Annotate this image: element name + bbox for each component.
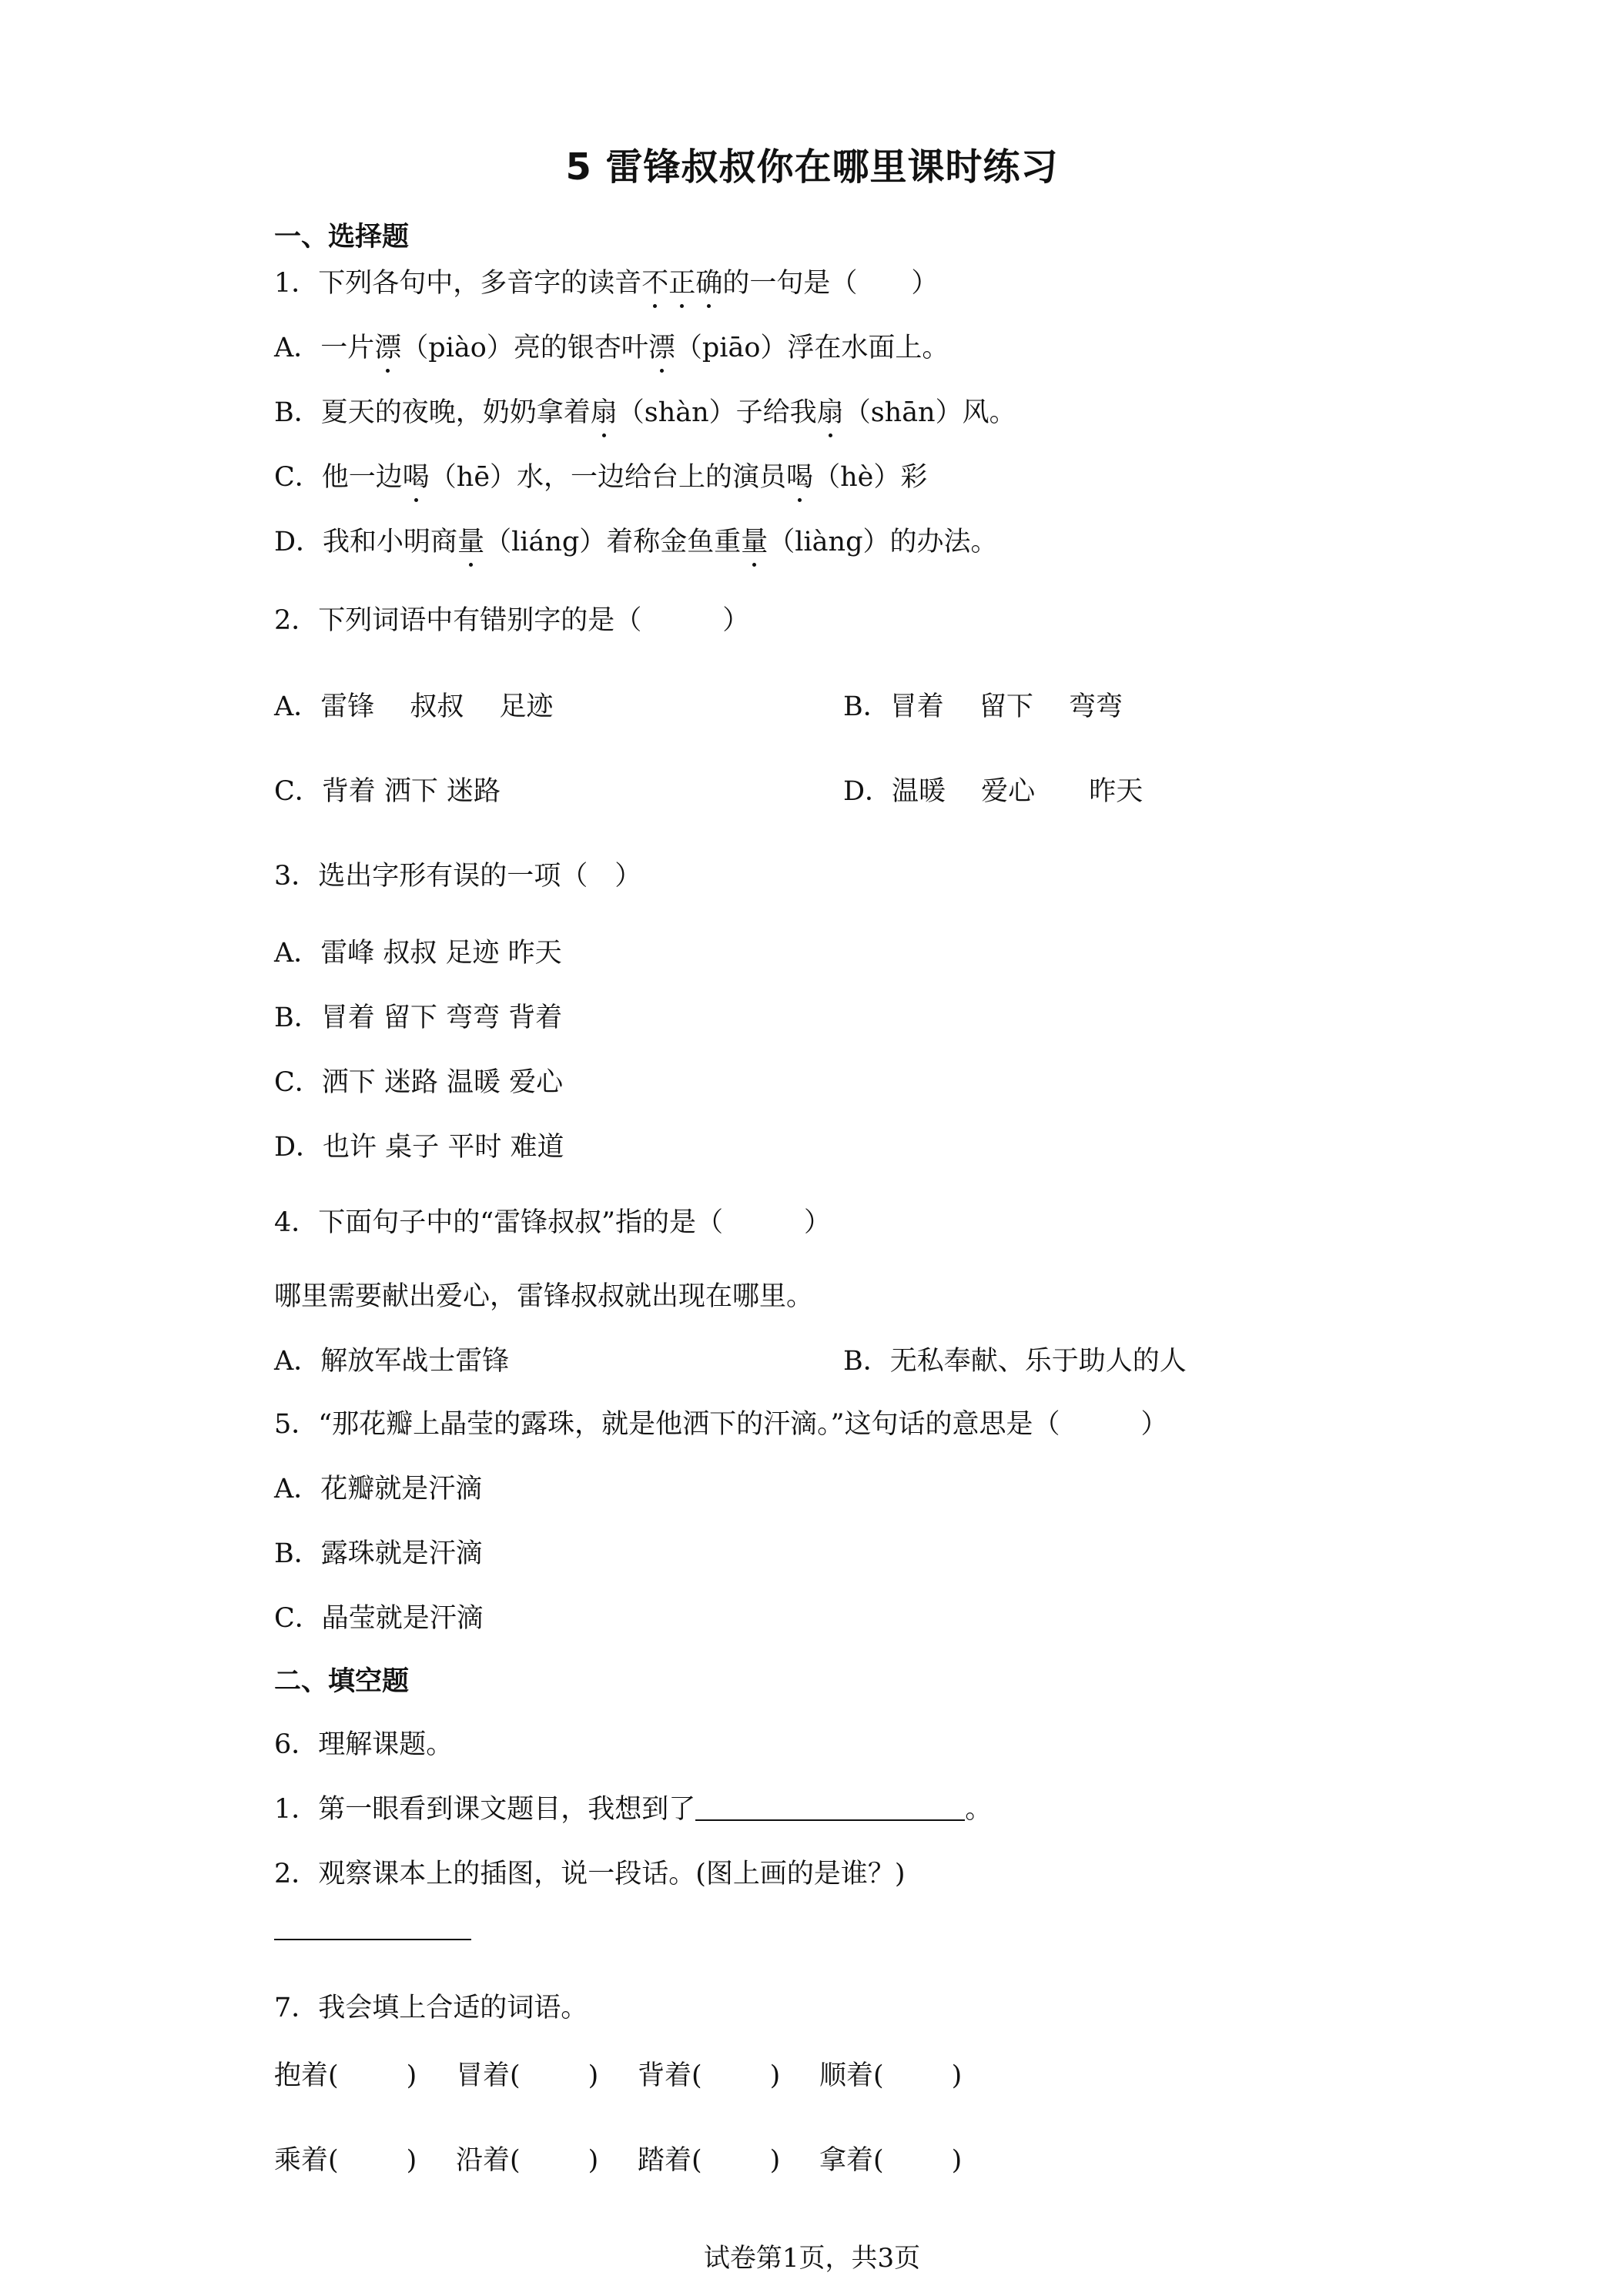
question-4-option-a: A．解放军战士雷锋 — [274, 1346, 510, 1377]
question-3-option-b: B．冒着 留下 弯弯 背着 — [274, 1002, 563, 1033]
question-1-option-c: C．他一边喝（hē）水，一边给台上的演员喝（hè）彩 — [274, 456, 927, 494]
dotted-char: 喝 — [786, 456, 813, 494]
question-5-stem: 5．“那花瓣上晶莹的露珠，就是他洒下的汗滴。”这句话的意思是（ ） — [274, 1409, 1168, 1440]
question-3-option-c: C．洒下 迷路 温暖 爱心 — [274, 1067, 564, 1098]
dotted-char: 不 — [641, 262, 668, 300]
fill-item: 冒着( ) — [456, 2060, 599, 2091]
question-1-option-a: A．一片漂（piào）亮的银杏叶漂（piāo）浮在水面上。 — [274, 326, 949, 365]
dotted-char: 量 — [457, 520, 484, 559]
fill-item: 拿着( ) — [819, 2145, 963, 2176]
dotted-char: 漂 — [648, 326, 675, 365]
fill-item: 抱着( ) — [274, 2060, 417, 2091]
question-3-stem: 3．选出字形有误的一项（ ） — [274, 861, 642, 892]
dotted-char: 扇 — [591, 391, 618, 430]
fill-item: 沿着( ) — [456, 2145, 599, 2176]
question-3-option-d: D．也许 桌子 平时 难道 — [274, 1132, 564, 1163]
page-title: 5 雷锋叔叔你在哪里课时练习 — [565, 146, 1059, 189]
dotted-char: 量 — [741, 520, 768, 559]
question-6-item-2: 2．观察课本上的插图，说一段话。(图上画的是谁？) — [274, 1859, 906, 1889]
question-2-option-d: D．温暖 爱心 昨天 — [843, 776, 1143, 807]
question-1-option-d: D．我和小明商量（liáng）着称金鱼重量（liàng）的办法。 — [274, 520, 998, 559]
page-footer: 试卷第1页，共3页 — [703, 2243, 921, 2274]
question-3-option-a: A．雷峰 叔叔 足迹 昨天 — [274, 938, 562, 969]
question-5-option-c: C．晶莹就是汗滴 — [274, 1603, 484, 1634]
question-6-item-1: 1．第一眼看到课文题目，我想到了 。 — [274, 1794, 993, 1825]
dotted-char: 扇 — [817, 391, 844, 430]
question-5-option-a: A．花瓣就是汗滴 — [274, 1474, 483, 1504]
dotted-char: 漂 — [374, 326, 401, 365]
dotted-char: 喝 — [403, 456, 430, 494]
question-4-option-b: B．无私奉献、乐于助人的人 — [843, 1346, 1187, 1377]
answer-blank[interactable] — [695, 1793, 965, 1821]
answer-line[interactable] — [274, 1939, 471, 1940]
question-2-option-c: C．背着 洒下 迷路 — [274, 776, 501, 807]
fill-item: 背着( ) — [638, 2060, 781, 2091]
question-2-option-b: B．冒着 留下 弯弯 — [843, 691, 1123, 722]
question-2-stem: 2．下列词语中有错别字的是（ ） — [274, 605, 750, 636]
section-heading-choice: 一、选择题 — [274, 222, 410, 253]
section-heading-fill: 二、填空题 — [274, 1666, 410, 1697]
question-1-option-b: B．夏天的夜晚，奶奶拿着扇（shàn）子给我扇（shān）风。 — [274, 391, 1016, 430]
question-2-option-a: A．雷锋 叔叔 足迹 — [274, 691, 554, 722]
question-1-stem: 1．下列各句中，多音字的读音不正确的一句是（ ） — [274, 262, 938, 300]
question-4-sentence: 哪里需要献出爱心，雷锋叔叔就出现在哪里。 — [274, 1281, 814, 1312]
dotted-char: 正 — [668, 262, 695, 300]
question-5-option-b: B．露珠就是汗滴 — [274, 1538, 483, 1569]
question-7-stem: 7．我会填上合适的词语。 — [274, 1993, 588, 2023]
fill-item: 踏着( ) — [638, 2145, 781, 2176]
fill-item: 乘着( ) — [274, 2145, 417, 2176]
fill-item: 顺着( ) — [819, 2060, 963, 2091]
dotted-char: 确 — [695, 262, 722, 300]
question-6-stem: 6．理解课题。 — [274, 1729, 454, 1760]
question-4-stem: 4．下面句子中的“雷锋叔叔”指的是（ ） — [274, 1207, 832, 1238]
